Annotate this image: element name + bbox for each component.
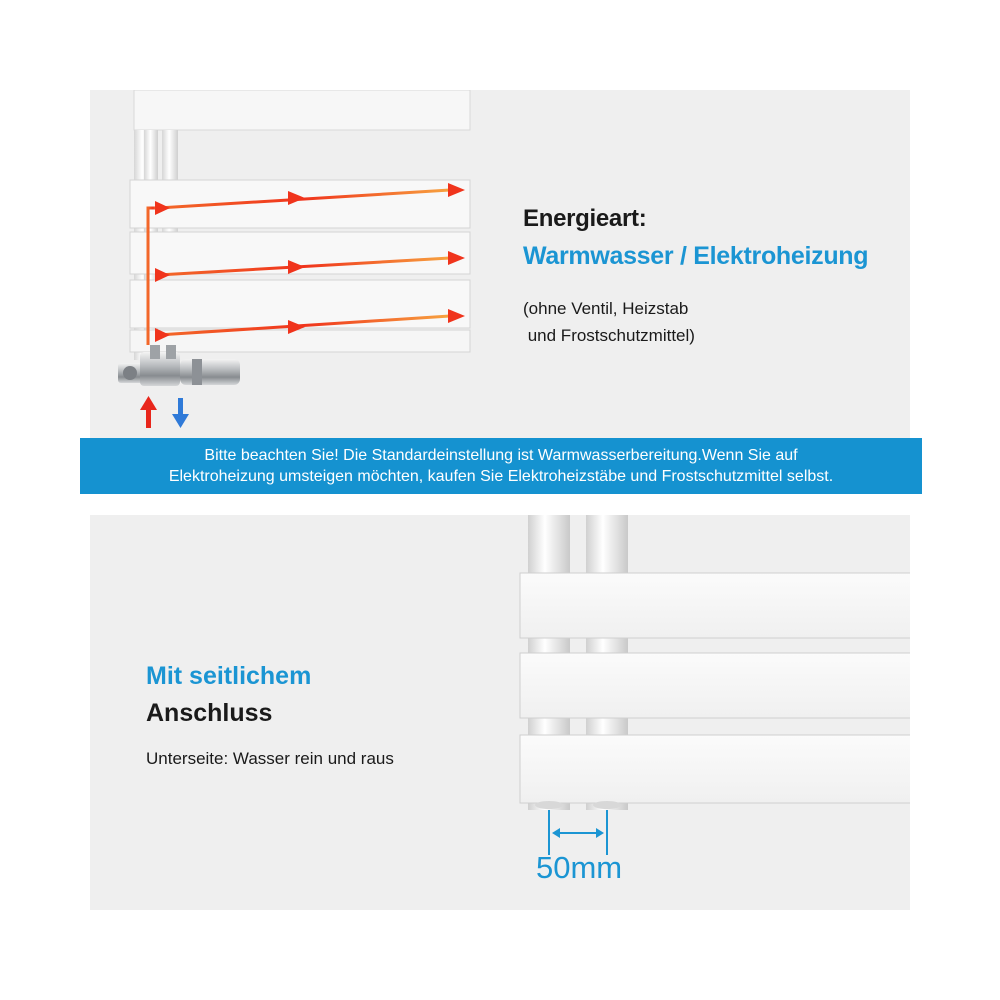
energy-type-heading: Energieart: <box>523 205 647 232</box>
notice-banner-line: Elektroheizung umsteigen möchten, kaufen Sie Elektroheizstäbe und Frostschutzmittel selbst. <box>168 468 834 485</box>
outflow-arrow-icon <box>172 398 189 428</box>
connection-spacing-label: 50mm <box>536 850 623 885</box>
inflow-arrow-icon <box>140 396 157 428</box>
dimension-marker-icon <box>549 810 607 855</box>
radiator-heat-flow-illustration <box>100 90 500 440</box>
notice-banner <box>80 438 922 494</box>
connection-title-blue: Mit seitlichem <box>146 662 312 690</box>
notice-banner-line: Bitte beachten Sie! Die Standardeinstellung ist Warmwasserbereitung.Wenn Sie auf <box>204 447 798 464</box>
energy-note-line: (ohne Ventil, Heizstab <box>523 299 689 318</box>
energy-note-line: und Frostschutzmittel) <box>523 326 695 345</box>
connection-description: Unterseite: Wasser rein und raus <box>146 749 394 768</box>
connection-title-black: Anschluss <box>146 699 273 727</box>
energy-type-value: Warmwasser / Elektroheizung <box>523 242 869 270</box>
energy-note <box>523 295 695 349</box>
